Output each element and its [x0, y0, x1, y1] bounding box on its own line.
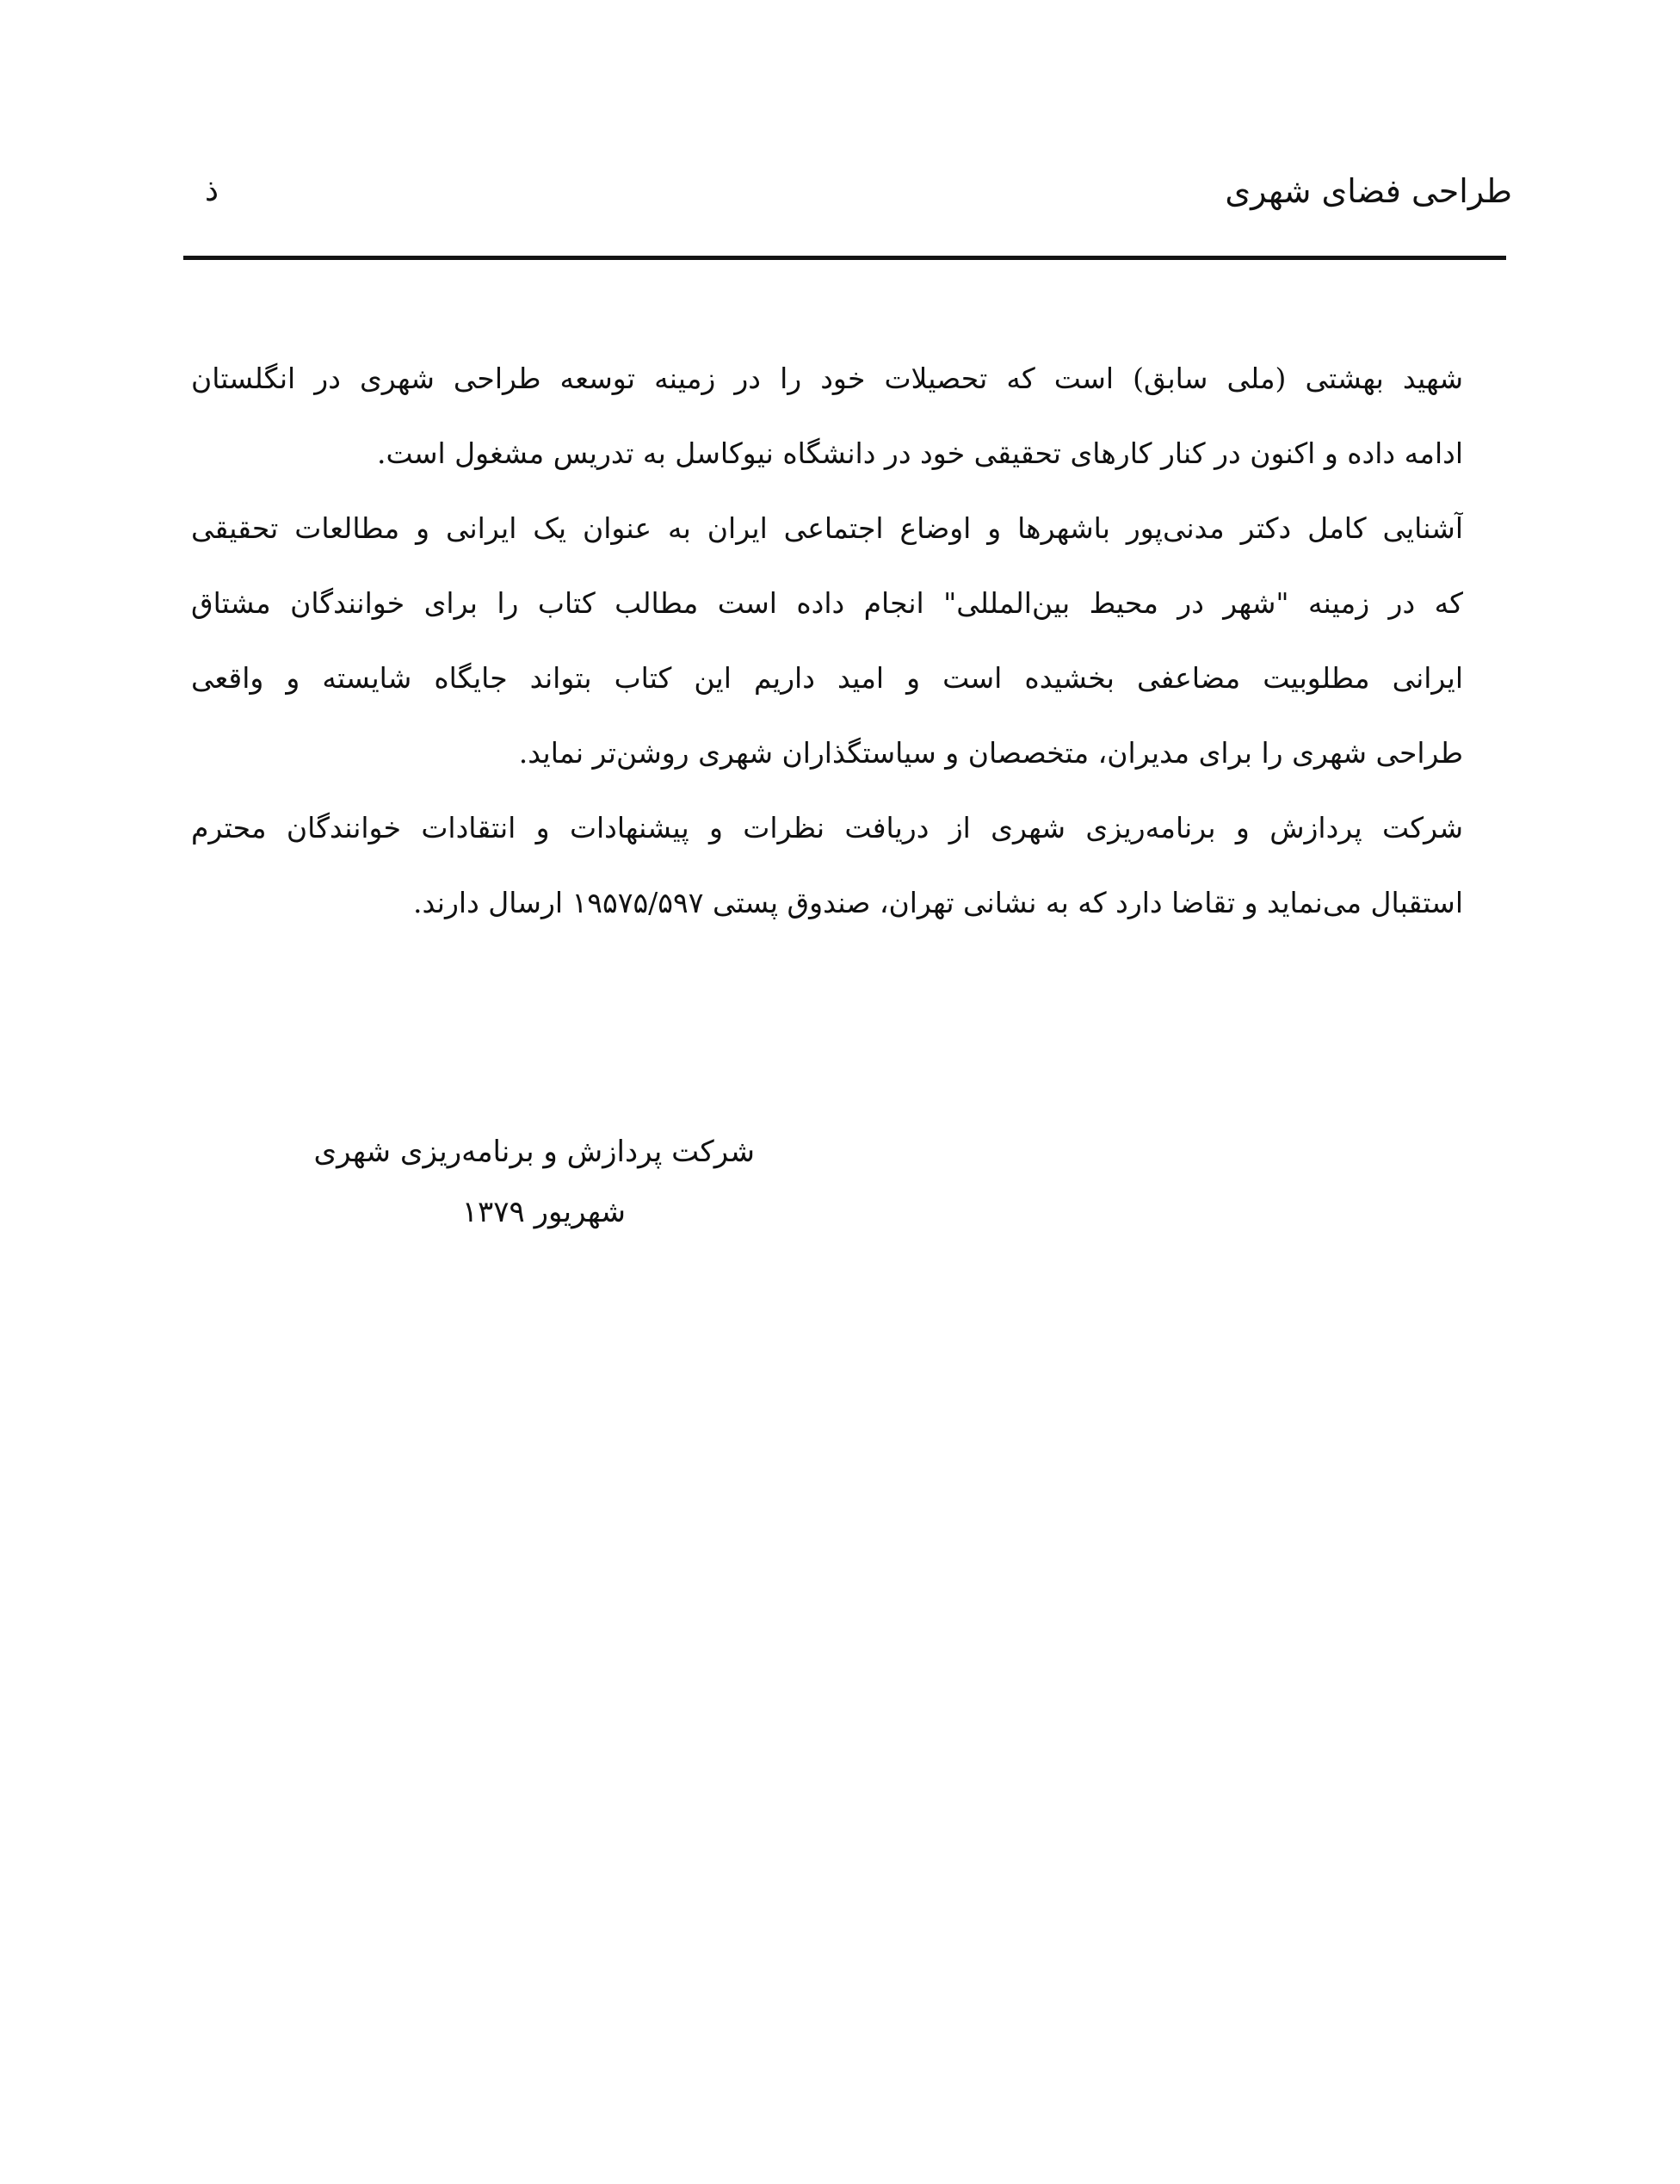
body-line: شهید بهشتی (ملی سابق) است که تحصیلات خود را در زمینه توسعه طراحی شهری در انگلستان	[191, 362, 1463, 395]
body-line: استقبال می‌نماید و تقاضا دارد که به نشانی تهران، صندوق پستی ۱۹۵۷۵/۵۹۷ ارسال دارند.	[412, 886, 1463, 919]
signature-date: شهریور ۱۳۷۹	[461, 1195, 626, 1229]
body-line: ایرانی مطلوبیت مضاعفی بخشیده است و امید داریم این کتاب بتواند جایگاه شایسته و واقعی	[191, 661, 1463, 695]
body-line: که در زمینه "شهر در محیط بین‌المللی" انجام داده است مطالب کتاب را برای خوانندگان مشتاق	[191, 586, 1463, 620]
body-line: طراحی شهری را برای مدیران، متخصصان و سیاستگذاران شهری روشن‌تر نماید.	[518, 736, 1463, 770]
body-line: ادامه داده و اکنون در کنار کارهای تحقیقی خود در دانشگاه نیوکاسل به تدریس مشغول است.	[376, 436, 1463, 470]
signature-company: شرکت پردازش و برنامه‌ریزی شهری	[313, 1135, 755, 1169]
page-number: ذ	[205, 173, 219, 208]
running-title: طراحی فضای شهری	[1225, 172, 1512, 210]
header-rule	[183, 256, 1506, 260]
body-line: شرکت پردازش و برنامه‌ریزی شهری از دریافت نظرات و پیشنهادات و انتقادات خوانندگان محترم	[191, 811, 1463, 845]
body-line: آشنایی کامل دکتر مدنی‌پور باشهرها و اوضاع اجتماعی ایران به عنوان یک ایرانی و مطالعات تحقیقی	[191, 511, 1463, 545]
body-text	[191, 349, 1463, 948]
